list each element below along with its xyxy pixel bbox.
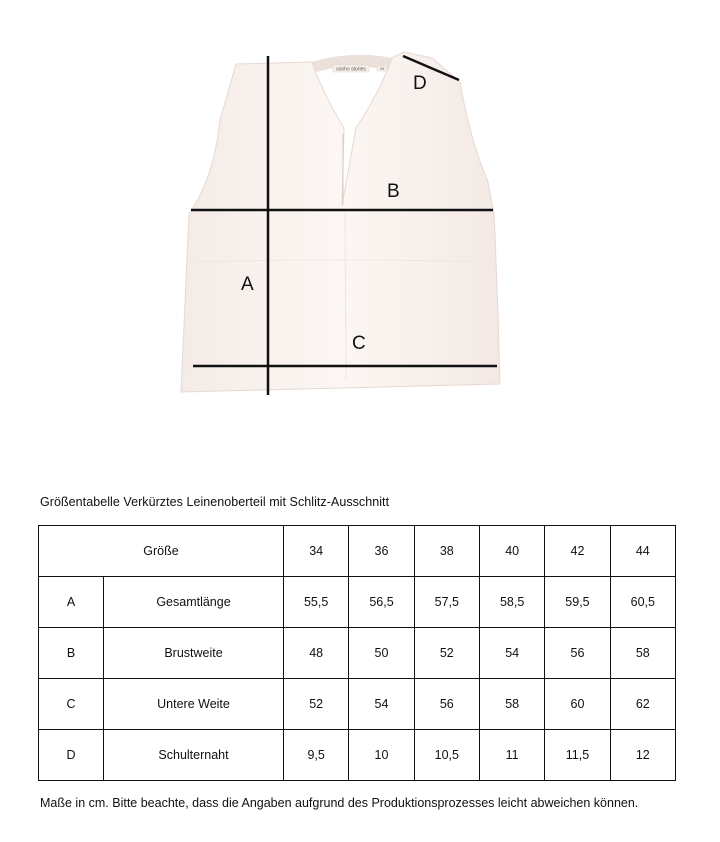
table-cell: 12 [610,730,675,781]
table-cell: 55,5 [284,577,349,628]
table-row [39,628,676,679]
table-cell: 50 [349,628,414,679]
size-tag-text: XS [379,67,385,71]
table-cell: 58 [479,679,544,730]
measure-label-d: D [413,73,427,94]
measure-label-b: B [387,181,400,202]
table-cell: 9,5 [284,730,349,781]
table-cell: 60 [545,679,610,730]
table-cell: 56 [545,628,610,679]
table-header-row [39,526,676,577]
size-header-cell: 34 [284,526,349,577]
table-cell: 62 [610,679,675,730]
footnote: Maße in cm. Bitte beachte, dass die Angaben aufgrund des Produktionsprozesses leicht abweichen können. [40,796,639,810]
table-cell: 52 [284,679,349,730]
table-cell: 54 [479,628,544,679]
table-cell: 54 [349,679,414,730]
table-row [39,577,676,628]
row-name: Schulternaht [104,730,284,781]
table-row [39,679,676,730]
table-cell: 11 [479,730,544,781]
size-header-label: Größe [39,526,284,577]
table-row [39,730,676,781]
table-cell: 59,5 [545,577,610,628]
size-header-cell: 40 [479,526,544,577]
size-header-cell: 38 [414,526,479,577]
size-header-cell: 36 [349,526,414,577]
row-code: D [39,730,104,781]
table-cell: 58 [610,628,675,679]
brand-label-text: sonho stories [336,66,366,73]
table-cell: 57,5 [414,577,479,628]
table-cell: 56,5 [349,577,414,628]
table-cell: 58,5 [479,577,544,628]
size-table [38,525,676,781]
table-cell: 10 [349,730,414,781]
size-header-cell: 44 [610,526,675,577]
garment-shape [181,52,500,392]
measure-label-c: C [352,333,366,354]
table-title: Größentabelle Verkürztes Leinenoberteil mit Schlitz-Ausschnitt [40,495,390,509]
measure-label-a: A [241,274,254,295]
table-cell: 10,5 [414,730,479,781]
row-name: Brustweite [104,628,284,679]
row-code: C [39,679,104,730]
row-name: Untere Weite [104,679,284,730]
row-name: Gesamtlänge [104,577,284,628]
size-header-cell: 42 [545,526,610,577]
table-cell: 11,5 [545,730,610,781]
row-code: A [39,577,104,628]
table-cell: 52 [414,628,479,679]
table-cell: 60,5 [610,577,675,628]
table-cell: 48 [284,628,349,679]
table-cell: 56 [414,679,479,730]
row-code: B [39,628,104,679]
